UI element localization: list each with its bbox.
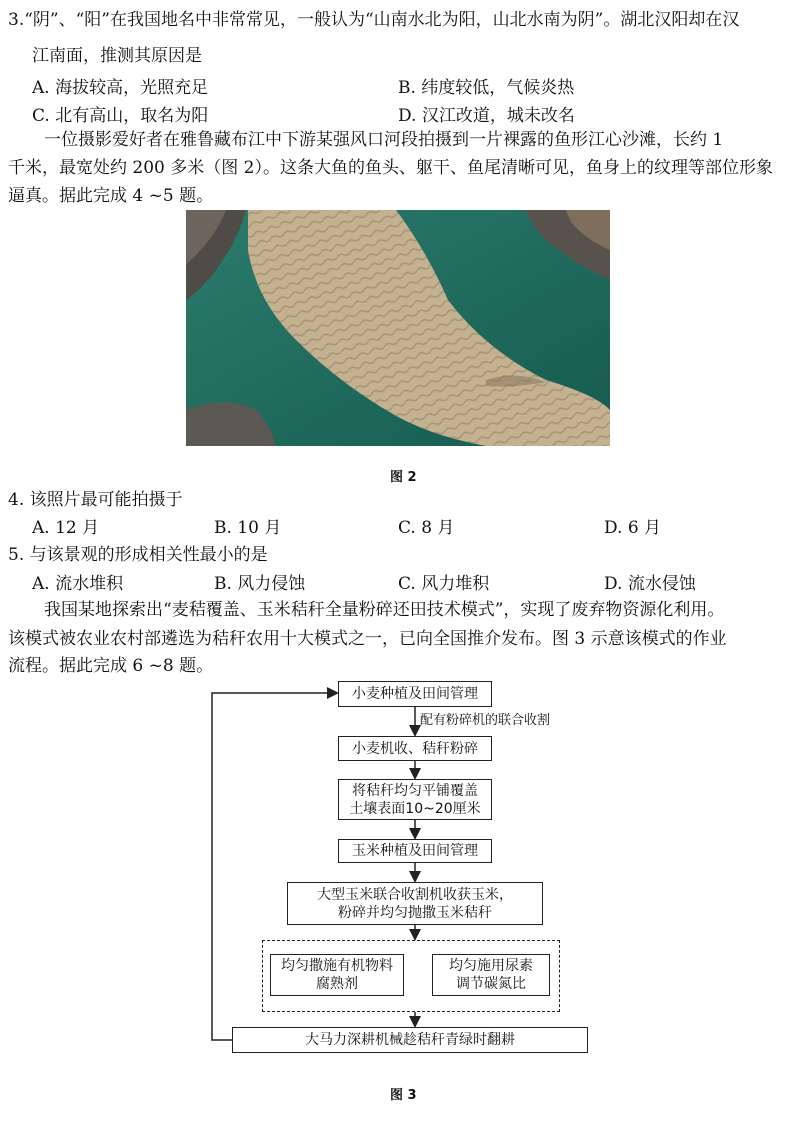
intro45-line3: 逼真。据此完成 4 ~5 题。 bbox=[8, 186, 214, 206]
flow-step-wheat-harvest: 小麦机收、秸秆粉碎 bbox=[338, 736, 492, 761]
flow-step-urea: 均匀施用尿素 调节碳氮比 bbox=[432, 954, 550, 996]
q5-option-a: A. 流水堆积 bbox=[32, 574, 124, 594]
intro68-line1: 我国某地探索出“麦秸覆盖、玉米秸秆全量粉碎还田技术模式”，实现了废弃物资源化利用。 bbox=[44, 600, 725, 620]
q3-option-d: D. 汉江改道，城未改名 bbox=[398, 106, 575, 126]
flow-step-deep-plough: 大马力深耕机械趁秸秆青绿时翻耕 bbox=[232, 1027, 588, 1053]
q4-option-a: A. 12 月 bbox=[32, 518, 100, 538]
flow-step-decomposer: 均匀撒施有机物料 腐熟剂 bbox=[270, 954, 404, 996]
flow-step-corn-planting: 玉米种植及田间管理 bbox=[338, 839, 492, 863]
q5-stem: 5. 与该景观的形成相关性最小的是 bbox=[8, 545, 268, 565]
q5-option-b: B. 风力侵蚀 bbox=[214, 574, 306, 594]
intro45-line1: 一位摄影爱好者在雅鲁藏布江中下游某强风口河段拍摄到一片裸露的鱼形江心沙滩，长约 1 bbox=[44, 130, 724, 150]
flow-step-corn-harvest: 大型玉米联合收割机收获玉米， 粉碎并均匀抛撒玉米秸秆 bbox=[287, 882, 543, 925]
q3-stem-line1: 3.“阴”、“阳”在我国地名中非常常见，一般认为“山南水北为阳，山北水南为阴”。湖北汉阳却在汉 bbox=[8, 10, 740, 30]
q4-option-c: C. 8 月 bbox=[398, 518, 455, 538]
figure3-caption: 图 3 bbox=[390, 1088, 417, 1103]
q5-option-d: D. 流水侵蚀 bbox=[604, 574, 696, 594]
flow-step-wheat-planting: 小麦种植及田间管理 bbox=[338, 681, 492, 707]
q4-option-b: B. 10 月 bbox=[214, 518, 282, 538]
q3-stem-line2: 江南面，推测其原因是 bbox=[32, 46, 202, 66]
q4-stem: 4. 该照片最可能拍摄于 bbox=[8, 490, 183, 510]
figure2-caption: 图 2 bbox=[390, 470, 417, 485]
q3-option-b: B. 纬度较低，气候炎热 bbox=[398, 78, 575, 98]
flow-step-straw-cover: 将秸秆均匀平铺覆盖 土壤表面10~20厘米 bbox=[338, 779, 492, 820]
q3-option-c: C. 北有高山，取名为阳 bbox=[32, 106, 209, 126]
flow-arrow-note: 配有粉碎机的联合收割 bbox=[420, 713, 551, 728]
intro68-line2: 该模式被农业农村部遴选为秸秆农用十大模式之一，已向全国推介发布。图 3 示意该模式的作业 bbox=[8, 629, 727, 649]
q4-option-d: D. 6 月 bbox=[604, 518, 662, 538]
q5-option-c: C. 风力堆积 bbox=[398, 574, 490, 594]
intro45-line2: 千米，最宽处约 200 多米（图 2）。这条大鱼的鱼头、躯干、鱼尾清晰可见，鱼身上的纹理等部位形象 bbox=[8, 158, 773, 178]
q3-option-a: A. 海拔较高，光照充足 bbox=[32, 78, 209, 98]
intro68-line3: 流程。据此完成 6 ~8 题。 bbox=[8, 656, 214, 676]
